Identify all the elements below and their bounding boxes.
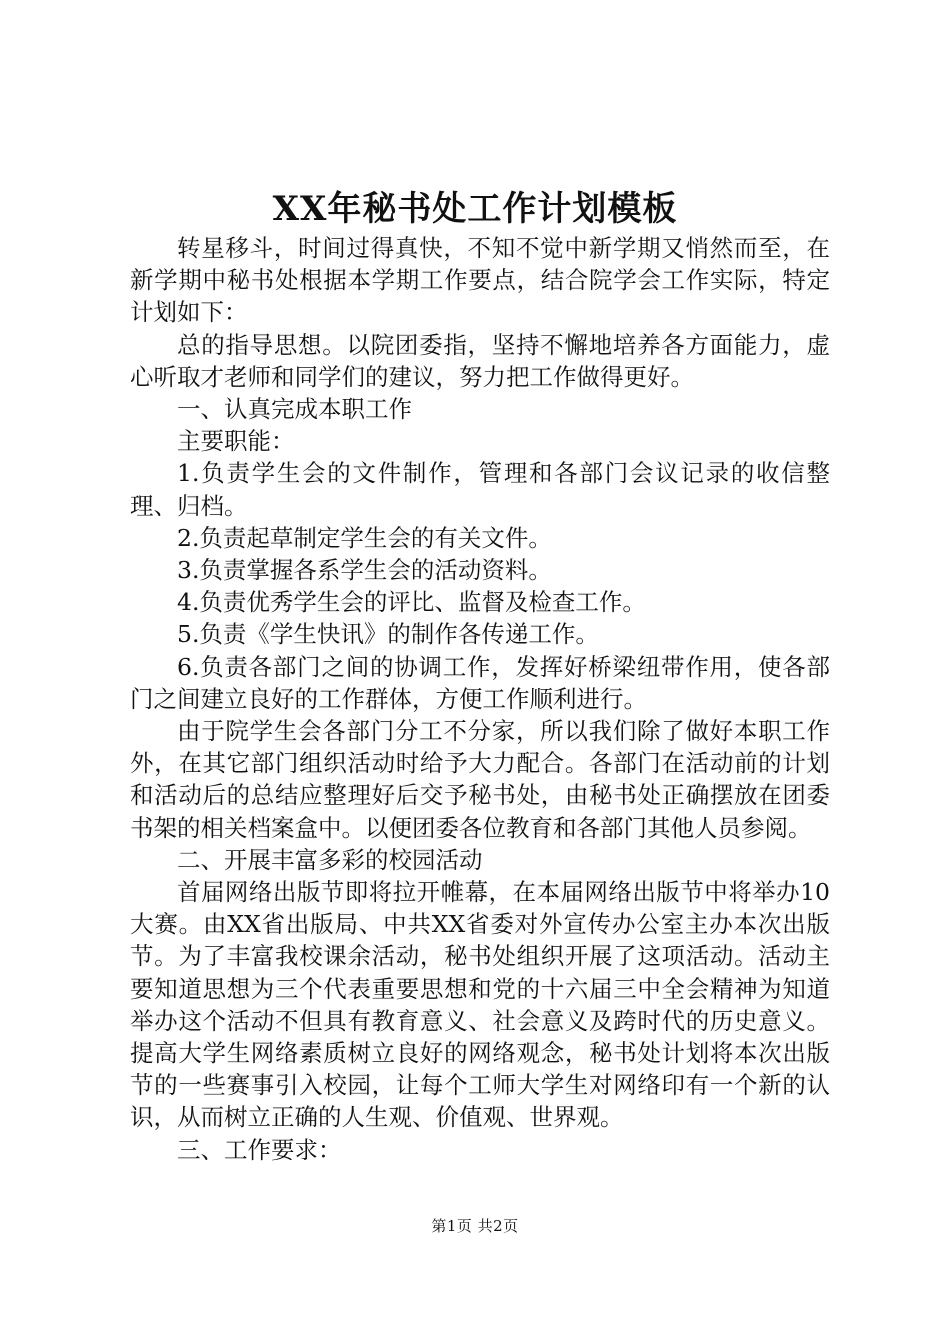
paragraph-cooperation: 由于院学生会各部门分工不分家，所以我们除了做好本职工作外，在其它部门组织活动时给予大力配合。各部门在活动前的计划和活动后的总结应整理好后交予秘书处，由秘书处正确摆放在团委书架的相关档案盒中。以便团委各位教育和各部门其他人员参阅。 [130,717,830,842]
list-item-duty-5: 5.负责《学生快讯》的制作各传递工作。 [177,620,599,649]
page-footer: 第1页 共2页 [431,1217,519,1235]
document-body [130,232,830,1166]
document-title: XX年秘书处工作计划模板 [272,189,678,229]
paragraph-intro: 转星移斗，时间过得真快，不知不觉中新学期又悄然而至，在新学期中秘书处根据本学期工作要点，结合院学会工作实际，特定计划如下： [130,234,830,327]
paragraph-publishing-festival: 首届网络出版节即将拉开帷幕，在本届网络出版节中将举办10大赛。由XX省出版局、中共XX省委对外宣传办公室主办本次出版节。为了丰富我校课余活动，秘书处组织开展了这项活动。活动主要知道思想为三个代表重要思想和党的十六届三中全会精神为知道举办这个活动不但具有教育意义、社会意义及跨时代的历史意义。提高大学生网络素质树立良好的网络观念，秘书处计划将本次出版节的一些赛事引入校园，让每个工师大学生对网络印有一个新的认识，从而树立正确的人生观、价值观、世界观。 [130,878,830,1132]
list-item-duty-1: 1.负责学生会的文件制作，管理和各部门会议记录的收信整理、归档。 [130,459,830,520]
list-item-duty-3: 3.负责掌握各系学生会的活动资料。 [177,556,552,585]
paragraph-main-duties-label: 主要职能： [177,427,295,456]
section-heading-3: 三、工作要求： [177,1135,342,1164]
list-item-duty-4: 4.负责优秀学生会的评比、监督及检查工作。 [177,588,646,617]
section-heading-1: 一、认真完成本职工作 [177,395,412,424]
paragraph-guiding-idea: 总的指导思想。以院团委指，坚持不懈地培养各方面能力，虚心听取才老师和同学们的建议，努力把工作做得更好。 [130,330,830,391]
list-item-duty-2: 2.负责起草制定学生会的有关文件。 [177,523,552,552]
section-heading-2: 二、开展丰富多彩的校园活动 [177,845,483,874]
list-item-duty-6: 6.负责各部门之间的协调工作，发挥好桥梁纽带作用，使各部门之间建立良好的工作群体，方便工作顺利进行。 [130,652,830,713]
